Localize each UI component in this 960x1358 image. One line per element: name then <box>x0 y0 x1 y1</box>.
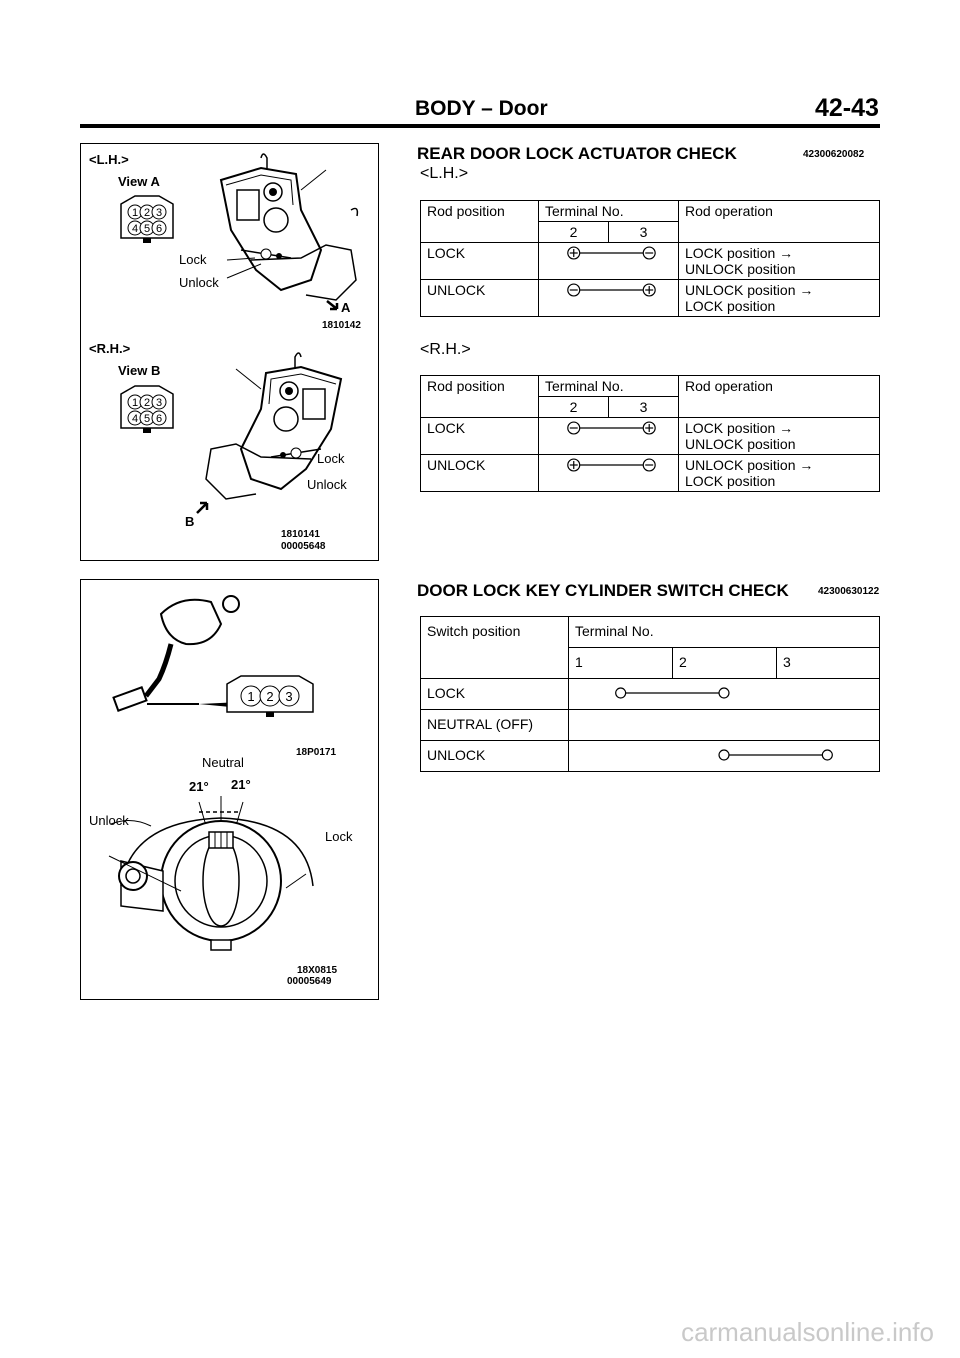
header-terminal-1: 1 <box>569 648 673 679</box>
section-title-actuator: REAR DOOR LOCK ACTUATOR CHECK <box>417 144 737 163</box>
header-rod-position: Rod position <box>421 376 539 418</box>
operation-line-2: LOCK position <box>685 473 776 489</box>
figure-code-b2: 00005649 <box>287 976 332 987</box>
arrow-b-label: B <box>185 514 195 529</box>
header-terminal-no: Terminal No. <box>539 201 679 222</box>
operation-line-1: UNLOCK position → <box>685 282 814 298</box>
continuity-connection-icon <box>569 716 879 732</box>
switch-table <box>420 616 880 772</box>
pin-label: 2 <box>143 397 151 409</box>
operation-line-1: LOCK position → <box>685 420 794 436</box>
figure-code-b2: 00005648 <box>281 541 326 552</box>
section-title-switch: DOOR LOCK KEY CYLINDER SWITCH CHECK <box>417 581 789 600</box>
connector-a-icon <box>115 194 179 246</box>
switch-position-cell: NEUTRAL (OFF) <box>421 710 569 741</box>
table-row <box>421 741 880 772</box>
arrow-a-label: A <box>341 300 351 315</box>
header-rod-operation: Rod operation <box>679 201 880 243</box>
pin-label: 1 <box>131 397 139 409</box>
view-b-label: View B <box>118 363 161 378</box>
polarity-connection-icon <box>539 420 678 436</box>
header-terminal-no: Terminal No. <box>569 617 880 648</box>
pin-label: 4 <box>131 413 139 425</box>
pin-label: 3 <box>285 689 293 704</box>
figure-code-b1: 18X0815 <box>297 965 338 976</box>
unlock-label: Unlock <box>89 813 129 828</box>
actuator-figure <box>80 143 379 561</box>
operation-line-2: UNLOCK position <box>685 436 796 452</box>
connector-b-icon <box>115 384 179 436</box>
lock-label-a: Lock <box>179 252 207 267</box>
operation-line-1: UNLOCK position → <box>685 457 814 473</box>
continuity-connection-icon <box>569 685 879 701</box>
pin-label: 3 <box>155 207 163 219</box>
table-row <box>421 455 880 492</box>
key-cylinder-figure <box>80 579 379 1000</box>
pin-label: 6 <box>155 223 163 235</box>
neutral-label: Neutral <box>202 755 244 770</box>
section-id-actuator: 42300620082 <box>803 149 865 160</box>
key-cylinder-drawing <box>91 776 341 966</box>
header-terminal-3: 3 <box>777 648 880 679</box>
polarity-connection-icon <box>539 245 678 261</box>
continuity-cell <box>569 741 880 772</box>
pin-label: 1 <box>247 689 255 704</box>
polarity-connection-icon <box>539 457 678 473</box>
polarity-cell <box>539 455 679 492</box>
figure-code-a: 1810142 <box>322 320 361 331</box>
rod-operation-cell <box>679 243 880 280</box>
rod-position-cell: LOCK <box>421 418 539 455</box>
header-terminal-no: Terminal No. <box>539 376 679 397</box>
header-rod-position: Rod position <box>421 201 539 243</box>
header-terminal-2: 2 <box>539 222 609 243</box>
actuator-table-rh <box>420 375 880 492</box>
header-rule <box>80 124 880 128</box>
rod-operation-cell <box>679 280 880 317</box>
page-title: BODY – Door <box>415 97 548 120</box>
rod-position-cell: UNLOCK <box>421 280 539 317</box>
header-terminal-2: 2 <box>673 648 777 679</box>
rod-position-cell: LOCK <box>421 243 539 280</box>
watermark: carmanualsonline.info <box>681 1317 934 1347</box>
rh-label: <R.H.> <box>89 341 131 356</box>
actuator-b-drawing <box>191 349 361 519</box>
arrow-b-icon <box>195 499 211 515</box>
pin-label: 6 <box>155 413 163 425</box>
unlock-label-a: Unlock <box>179 275 219 290</box>
header-switch-position: Switch position <box>421 617 569 679</box>
switch-position-cell: UNLOCK <box>421 741 569 772</box>
operation-line-2: LOCK position <box>685 298 776 314</box>
table-row <box>421 418 880 455</box>
page-number: 42-43 <box>815 94 879 122</box>
continuity-connection-icon <box>569 747 879 763</box>
rod-operation-cell <box>679 418 880 455</box>
pin-label: 1 <box>131 207 139 219</box>
view-a-label: View A <box>118 174 160 189</box>
angle-left-label: 21° <box>189 779 209 794</box>
polarity-cell <box>539 280 679 317</box>
actuator-table-lh <box>420 200 880 317</box>
continuity-cell <box>569 710 880 741</box>
pin-label: 5 <box>143 223 151 235</box>
polarity-connection-icon <box>539 282 678 298</box>
actuator-a-drawing <box>201 150 371 320</box>
table-row <box>421 679 880 710</box>
switch-position-cell: LOCK <box>421 679 569 710</box>
key-switch-connector-icon <box>221 674 321 720</box>
pin-label: 5 <box>143 413 151 425</box>
header-rod-operation: Rod operation <box>679 376 880 418</box>
rh-subheading: <R.H.> <box>420 341 471 358</box>
header-terminal-3: 3 <box>609 397 679 418</box>
rod-position-cell: UNLOCK <box>421 455 539 492</box>
pin-label: 4 <box>131 223 139 235</box>
section-id-switch: 42300630122 <box>818 586 880 597</box>
table-row <box>421 710 880 741</box>
angle-right-label: 21° <box>231 777 251 792</box>
figure-code-top: 18P0171 <box>296 747 337 758</box>
pin-label: 2 <box>266 689 274 704</box>
operation-line-1: LOCK position → <box>685 245 794 261</box>
rod-operation-cell <box>679 455 880 492</box>
header-terminal-2: 2 <box>539 397 609 418</box>
lh-subheading: <L.H.> <box>420 165 469 182</box>
unlock-label-b: Unlock <box>307 477 347 492</box>
table-row <box>421 280 880 317</box>
lh-label: <L.H.> <box>89 152 129 167</box>
pin-label: 2 <box>143 207 151 219</box>
table-row <box>421 243 880 280</box>
polarity-cell <box>539 418 679 455</box>
arrow-a-icon <box>325 299 341 313</box>
polarity-cell <box>539 243 679 280</box>
operation-line-2: UNLOCK position <box>685 261 796 277</box>
lock-label: Lock <box>325 829 353 844</box>
continuity-cell <box>569 679 880 710</box>
lock-leader-a <box>225 254 265 284</box>
figure-code-b1: 1810141 <box>281 529 320 540</box>
header-terminal-3: 3 <box>609 222 679 243</box>
pin-label: 3 <box>155 397 163 409</box>
lock-label-b: Lock <box>317 451 345 466</box>
